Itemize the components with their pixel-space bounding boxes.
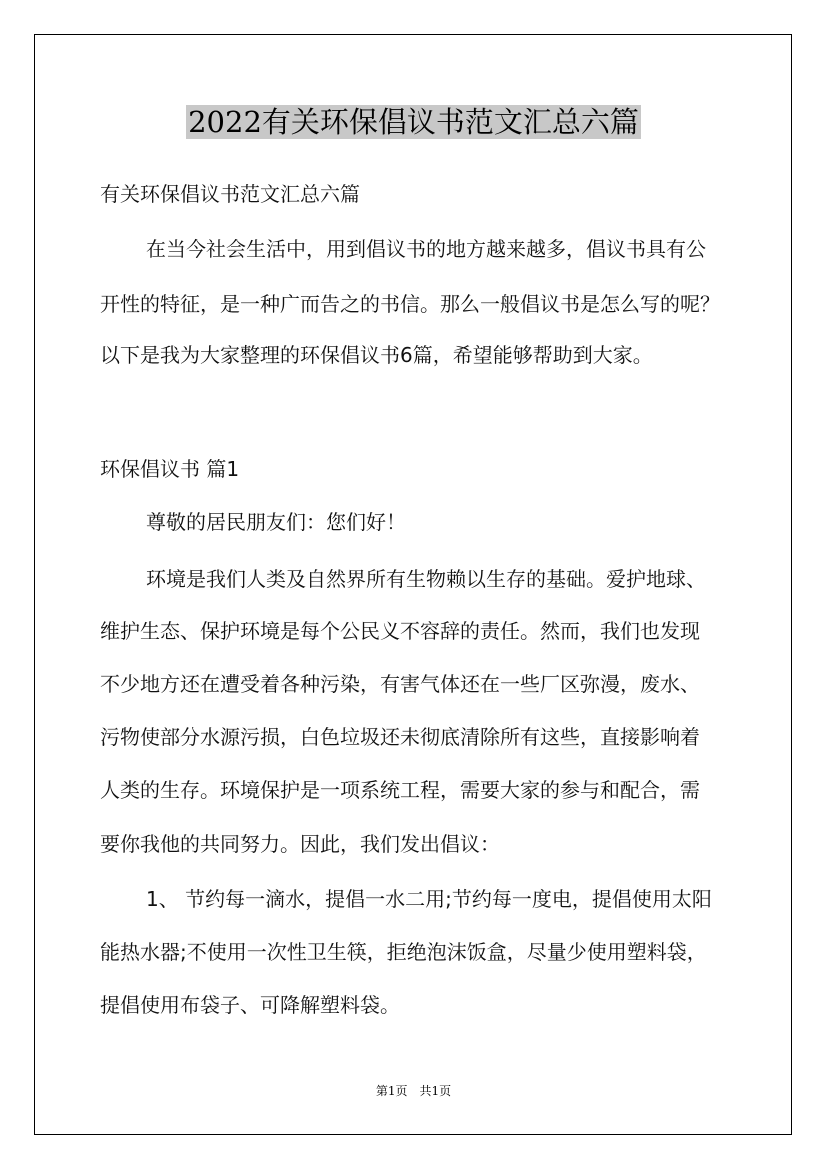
document-subtitle: 有关环保倡议书范文汇总六篇 (100, 182, 360, 206)
list-item-line: 能热水器;不使用一次性卫生筷，拒绝泡沫饭盒，尽量少使用塑料袋， (100, 940, 707, 964)
greeting: 尊敬的居民朋友们：您们好！ (146, 510, 406, 534)
list-item-line: 1、 节约每一滴水，提倡一水二用;节约每一度电，提倡使用太阳 (146, 887, 712, 911)
body-line: 维护生态、保护环境是每个公民义不容辞的责任。然而，我们也发现 (100, 619, 700, 643)
intro-line: 开性的特征，是一种广而告之的书信。那么一般倡议书是怎么写的呢？ (100, 292, 720, 316)
body-line: 污物使部分水源污损，白色垃圾还未彻底清除所有这些，直接影响着 (100, 725, 700, 749)
page-footer: 第1页 共1页 (375, 1084, 452, 1098)
intro-line: 在当今社会生活中，用到倡议书的地方越来越多，倡议书具有公 (146, 237, 706, 261)
document-title (0, 100, 827, 144)
body-line: 环境是我们人类及自然界所有生物赖以生存的基础。爱护地球、 (146, 567, 706, 591)
document-title-text: 2022有关环保倡议书范文汇总六篇 (188, 105, 639, 139)
body-line: 要你我他的共同努力。因此，我们发出倡议： (100, 832, 500, 856)
intro-line: 以下是我为大家整理的环保倡议书6篇，希望能够帮助到大家。 (100, 343, 653, 367)
list-item-line: 提倡使用布袋子、可降解塑料袋。 (100, 993, 400, 1017)
section-heading: 环保倡议书 篇1 (100, 457, 240, 481)
body-line: 人类的生存。环境保护是一项系统工程，需要大家的参与和配合，需 (100, 778, 700, 802)
body-line: 不少地方还在遭受着各种污染，有害气体还在一些厂区弥漫，废水、 (100, 672, 700, 696)
